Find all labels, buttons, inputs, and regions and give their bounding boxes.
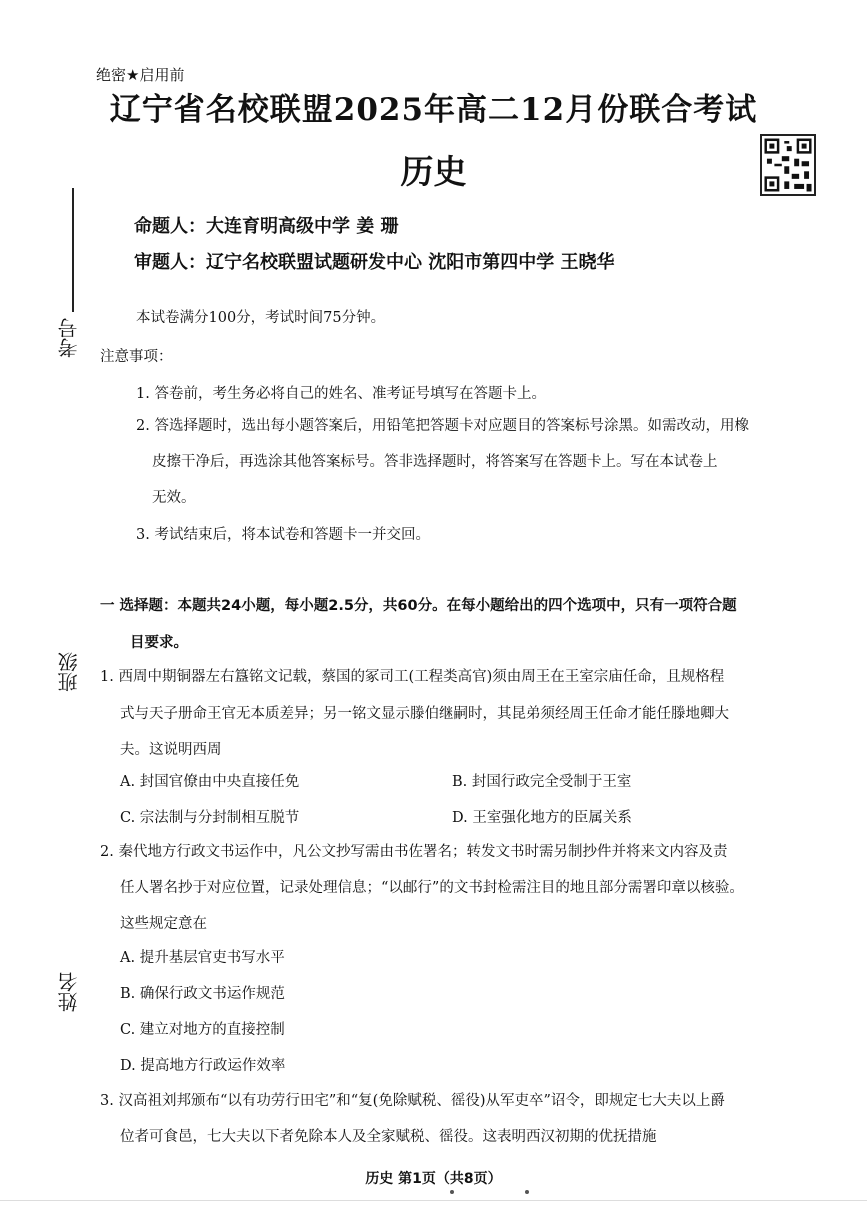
question-3-stem: 位者可食邑，七大夫以下者免除本人及全家赋税、徭役。这表明西汉初期的优抚措施: [120, 1129, 657, 1145]
page-bottom-edge: [0, 1200, 867, 1201]
question-2-stem: 2. 秦代地方行政文书运作中，凡公文抄写需由书佐署名；转发文书时需另制抄件并将来文内容及责: [100, 844, 728, 860]
reviewer-line: 审题人：辽宁名校联盟试题研发中心 沈阳市第四中学 王晓华: [134, 252, 615, 273]
scan-dot: [450, 1190, 454, 1194]
subject-title: 历史: [400, 152, 467, 191]
question-1-option-a: A. 封国官僚由中央直接任免: [120, 774, 300, 790]
question-1-option-b: B. 封国行政完全受制于王室: [452, 774, 632, 790]
question-2-stem: 任人署名抄于对应位置，记录处理信息；“以邮行”的文书封检需注目的地且部分需署印章以核验。: [120, 880, 744, 896]
question-1-stem: 1. 西周中期铜器左右簋铭文记载，蔡国的冢司工(工程类高官)须由周王在王室宗庙任命，且规格程: [100, 669, 725, 685]
class-label: 班级: [57, 652, 81, 692]
note-item: 3. 考试结束后，将本试卷和答题卡一并交回。: [136, 527, 430, 543]
question-1-option-c: C. 宗法制与分封制相互脱节: [120, 810, 300, 826]
section-heading-cont: 目要求。: [130, 635, 188, 651]
notes-heading: 注意事项：: [100, 349, 173, 365]
note-item: 无效。: [152, 490, 196, 506]
question-2-option-b: B. 确保行政文书运作规范: [120, 986, 285, 1002]
question-1-option-d: D. 王室强化地方的臣属关系: [452, 810, 632, 826]
question-2-option-d: D. 提高地方行政运作效率: [120, 1058, 286, 1074]
name-label: 姓名: [57, 972, 81, 1012]
exam-intro: 本试卷满分100分，考试时间75分钟。: [136, 310, 386, 326]
exam-title: 辽宁省名校联盟2025年高二12月份联合考试: [109, 92, 758, 128]
question-1-stem: 式与天子册命王官无本质差异；另一铭文显示滕伯继嗣时，其昆弟须经周王任命才能任滕地卿大: [120, 706, 729, 722]
section-heading: 一 选择题：本题共24小题，每小题2.5分，共60分。在每小题给出的四个选项中，只有一项符合题: [100, 598, 737, 614]
note-item: 皮擦干净后，再选涂其他答案标号。答非选择题时，将答案写在答题卡上。写在本试卷上: [152, 454, 718, 470]
page-footer: 历史 第1页（共8页）: [365, 1171, 502, 1187]
exam-number-blank: [72, 188, 74, 312]
note-item: 1. 答卷前，考生务必将自己的姓名、准考证号填写在答题卡上。: [136, 386, 546, 402]
question-3-stem: 3. 汉高祖刘邦颁布“以有功劳行田宅”和“复(免除赋税、徭役)从军吏卒”诏令，即规定七大夫以上爵: [100, 1093, 725, 1109]
exam-number-label: 考号: [57, 318, 81, 358]
note-item: 2. 答选择题时，选出每小题答案后，用铅笔把答题卡对应题目的答案标号涂黑。如需改动，用橡: [136, 418, 749, 434]
question-2-option-a: A. 提升基层官吏书写水平: [120, 950, 285, 966]
question-1-stem: 夫。这说明西周: [120, 742, 222, 758]
author-line: 命题人：大连育明高级中学 姜 珊: [134, 216, 399, 237]
qr-code-icon: [760, 134, 816, 196]
question-2-option-c: C. 建立对地方的直接控制: [120, 1022, 285, 1038]
confidential-label: 绝密★启用前: [96, 66, 185, 84]
question-2-stem: 这些规定意在: [120, 916, 207, 932]
scan-dot: [525, 1190, 529, 1194]
